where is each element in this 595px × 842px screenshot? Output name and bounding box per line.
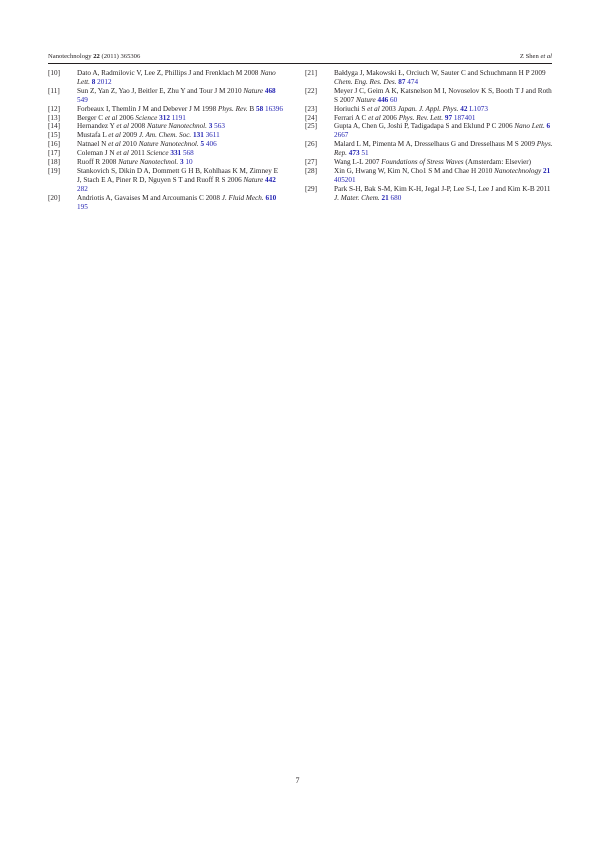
- reference-item: [48, 140, 284, 149]
- reference-number: [23]: [305, 104, 317, 113]
- reference-text: Xin G, Hwang W, Kim N, Cho1 S M and Chae H 2010 Nanotechnology 21 405201: [334, 166, 551, 184]
- volume-link[interactable]: 3: [208, 122, 213, 131]
- volume-link[interactable]: 446: [377, 95, 389, 104]
- reference-item: [48, 149, 284, 158]
- volume-link[interactable]: 312: [159, 113, 170, 122]
- reference-number: [20]: [48, 193, 60, 202]
- reference-number: [26]: [305, 140, 317, 149]
- page-link[interactable]: 1191: [169, 113, 186, 122]
- page-link[interactable]: 3611: [203, 131, 220, 140]
- reference-text: Bałdyga J, Makowski Ł, Orciuch W, Sauter C and Schuchmann H P 2009 Chem. Eng. Res. Des. 87 474: [334, 69, 546, 86]
- page-link[interactable]: 2012: [95, 77, 112, 86]
- reference-text: Mustafa L et al 2009 J. Am. Chem. Soc. 131 3611: [77, 131, 220, 140]
- reference-item: [48, 158, 284, 167]
- reference-item: [305, 87, 553, 105]
- volume-link[interactable]: 468: [264, 86, 276, 95]
- reference-item: [48, 167, 284, 194]
- reference-item: [48, 131, 284, 140]
- reference-number: [21]: [305, 69, 317, 77]
- reference-item: [48, 87, 284, 105]
- volume-link[interactable]: 442: [265, 175, 276, 184]
- reference-item: [305, 140, 553, 158]
- page-link[interactable]: L1073: [467, 104, 488, 113]
- volume-link[interactable]: 610: [265, 193, 277, 202]
- reference-text: Natnael N et al 2010 Nature Nanotechnol. 5 406: [77, 140, 217, 149]
- reference-number: [24]: [305, 113, 317, 122]
- volume-link[interactable]: 87: [398, 77, 406, 86]
- reference-number: [27]: [305, 158, 317, 167]
- journal-citation: Nanotechnology 22 (2011) 365306: [48, 53, 141, 60]
- reference-item: [305, 167, 553, 185]
- page-link[interactable]: 195: [77, 202, 88, 211]
- reference-number: [14]: [48, 122, 60, 131]
- reference-text: Gupta A, Chen G, Joshi P, Tadigadapa S and Eklund P C 2006 Nano Lett. 6 2667: [334, 122, 551, 140]
- volume-link[interactable]: 42: [460, 104, 468, 113]
- reference-item: [48, 105, 284, 114]
- page-link[interactable]: 2667: [334, 131, 349, 140]
- page-link[interactable]: 563: [212, 122, 225, 131]
- reference-item: [305, 105, 553, 114]
- reference-number: [13]: [48, 113, 60, 122]
- volume-link[interactable]: 21: [381, 193, 389, 202]
- reference-item: [48, 114, 284, 123]
- header-rule: [48, 63, 552, 64]
- reference-item: [48, 194, 284, 212]
- volume-link[interactable]: 97: [444, 113, 453, 122]
- reference-number: [11]: [48, 86, 60, 95]
- reference-number: [19]: [48, 166, 60, 175]
- page-link[interactable]: 680: [388, 193, 402, 202]
- reference-text: Malard L M, Pimenta M A, Dresselhaus G and Dresselhaus M S 2009 Phys. Rep. 473 51: [334, 140, 553, 158]
- reference-item: [305, 114, 553, 123]
- header-authors: Z Shen et al: [519, 53, 552, 60]
- page-link[interactable]: 187401: [452, 113, 476, 122]
- page-link[interactable]: 16396: [263, 104, 283, 113]
- volume-link[interactable]: 21: [543, 166, 551, 175]
- page-link[interactable]: 406: [204, 140, 217, 149]
- reference-number: [12]: [48, 104, 60, 113]
- reference-text: Forbeaux I, Themlin J M and Debever J M 1998 Phys. Rev. B 58 16396: [77, 104, 283, 113]
- volume-link[interactable]: 3: [180, 158, 184, 167]
- reference-number: [16]: [48, 140, 60, 149]
- reference-number: [28]: [305, 166, 317, 175]
- reference-text: Park S-H, Bak S-M, Kim K-H, Jegal J-P, Lee S-I, Lee J and Kim K-B 2011 J. Mater. Chem. 21 680: [334, 184, 551, 202]
- page-link[interactable]: 60: [388, 95, 398, 104]
- reference-text: Meyer J C, Geim A K, Katsnelson M I, Novoselov K S, Booth T J and Roth S 2007 Nature 446 60: [334, 86, 552, 104]
- page-number: 7: [295, 776, 300, 785]
- volume-link[interactable]: 6: [546, 122, 551, 131]
- reference-number: [18]: [48, 158, 60, 167]
- references-left-column: [48, 69, 284, 212]
- reference-text: Dato A, Radmilovic V, Lee Z, Phillips J and Frenklach M 2008 Nano Lett. 8 2012: [77, 69, 276, 86]
- page-link[interactable]: 568: [181, 149, 194, 158]
- volume-link[interactable]: 331: [170, 149, 182, 158]
- reference-item: [305, 69, 553, 87]
- reference-number: [25]: [305, 122, 317, 131]
- reference-item: [48, 69, 284, 87]
- reference-text: Ferrari A C et al 2006 Phys. Rev. Lett. 97 187401: [334, 113, 476, 122]
- volume-link[interactable]: 131: [193, 131, 204, 140]
- reference-text: Andriotis A, Gavaises M and Arcoumanis C 2008 J. Fluid Mech. 610 195: [77, 193, 277, 211]
- volume-link[interactable]: 8: [91, 77, 96, 86]
- volume-link[interactable]: 473: [348, 149, 360, 158]
- reference-item: [305, 122, 553, 140]
- references-right-column: [305, 69, 553, 203]
- page-link[interactable]: 51: [359, 149, 369, 158]
- reference-number: [10]: [48, 69, 60, 77]
- reference-text: Coleman J N et al 2011 Science 331 568: [77, 149, 194, 158]
- page-link[interactable]: 10: [183, 158, 193, 167]
- reference-text: Berger C et al 2006 Science 312 1191: [77, 113, 186, 122]
- reference-item: [48, 122, 284, 131]
- reference-number: [22]: [305, 86, 317, 95]
- reference-text: Hernandez Y et al 2008 Nature Nanotechnol. 3 563: [77, 122, 225, 131]
- reference-text: Horiuchi S et al 2003 Japan. J. Appl. Phys. 42 L1073: [334, 104, 488, 113]
- page-link[interactable]: 474: [405, 77, 419, 86]
- page-link[interactable]: 549: [77, 95, 88, 104]
- page-link[interactable]: 405201: [334, 175, 356, 184]
- volume-link[interactable]: 5: [200, 140, 205, 149]
- reference-number: [17]: [48, 149, 60, 158]
- reference-number: [29]: [305, 184, 317, 193]
- page-link[interactable]: 282: [77, 184, 88, 193]
- reference-item: [305, 185, 553, 203]
- volume-link[interactable]: 58: [256, 104, 264, 113]
- reference-number: [15]: [48, 131, 60, 140]
- reference-text: Wang L-L 2007 Foundations of Stress Waves (Amsterdam: Elsevier): [334, 158, 532, 167]
- reference-text: Ruoff R 2008 Nature Nanotechnol. 3 10: [77, 158, 193, 167]
- reference-text: Stankovich S, Dikin D A, Dommett G H B, Kohlhaas K M, Zimney E J, Stach E A, Piner R D, Nguyen S T and Ruoff R S 2006 Nature 442 282: [77, 166, 279, 193]
- reference-item: [305, 158, 553, 167]
- reference-text: Sun Z, Yan Z, Yao J, Beitler E, Zhu Y and Tour J M 2010 Nature 468 549: [77, 86, 276, 104]
